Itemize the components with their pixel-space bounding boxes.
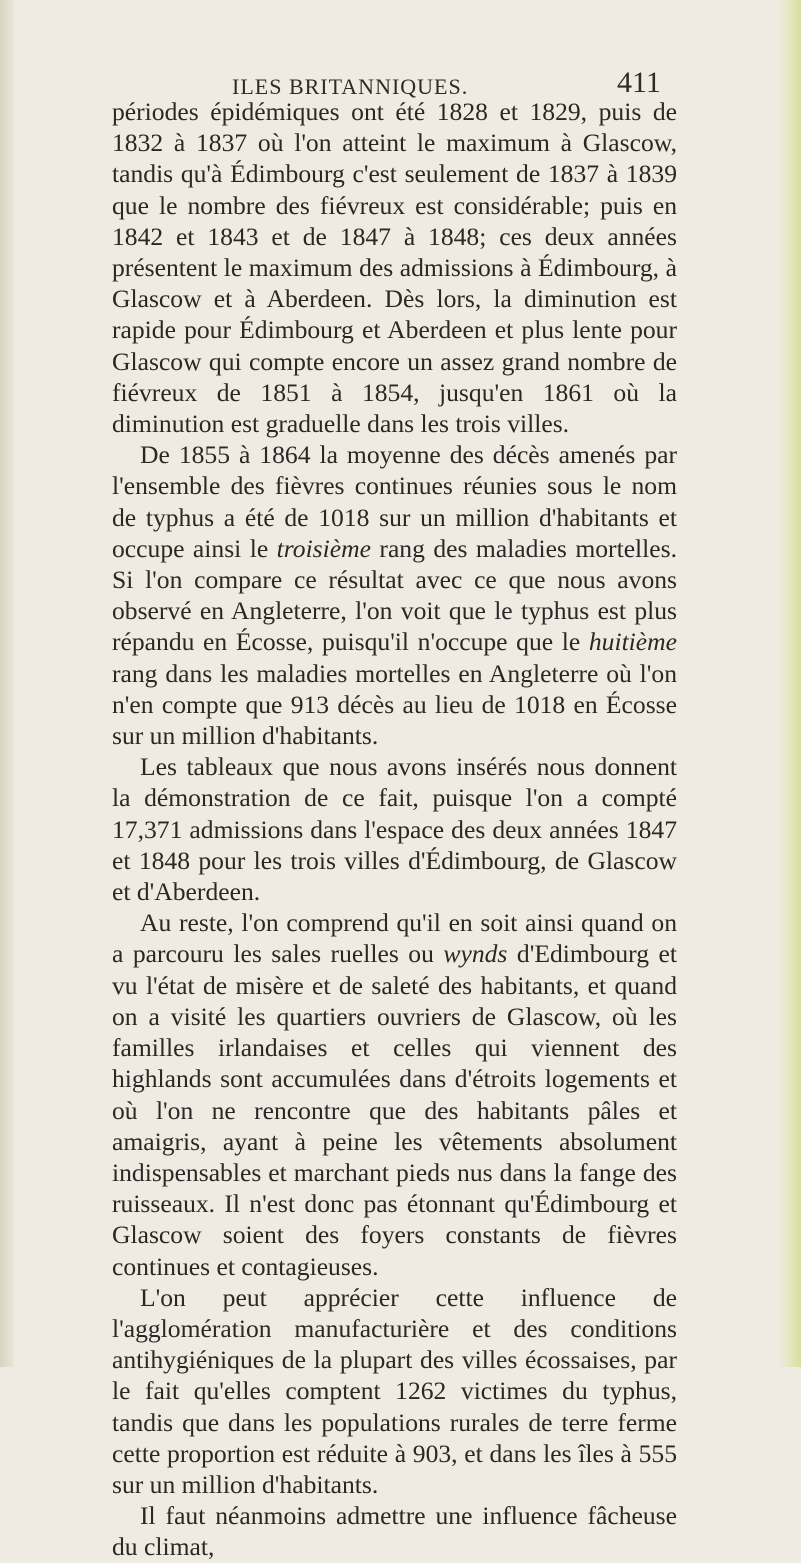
paragraph-2-part-2: rang des maladies mortelles. Si l'on compare ce résultat avec ce que nous avons observé en Angleterre, l'on voit que le typhus est plus répandu en Écosse, puisqu'il n'occupe que le [112,533,677,657]
body-text [112,96,677,1563]
paragraph-4-part-2: d'Edimbourg et vu l'état de misère et de saleté des habitants, et quand on a visité les quartiers ouvriers de Glascow, où les familles irlandaises et celles qui viennent des highlands sont accumulées dans d'étroits logements et où l'on ne rencontre que des habitants pâles et amaigris, ayant à peine les vêtements absolument indispensables et marchant pieds nus dans la fange des ruisseaux. Il n'est donc pas étonnant qu'Édimbourg et Glascow soient des foyers constants de fièvres continues et contagieuses. [112,939,677,1281]
paragraph-4-part-1: Au reste, l'on comprend qu'il en soit ainsi quand on a parcouru les sales ruelles ou [112,908,677,969]
page-number: 411 [617,66,661,99]
emphasis-wynds: wynds [443,939,508,969]
paragraph-4 [112,907,677,1281]
page-edge-right [779,0,801,1367]
paragraph-2-part-3: rang dans les maladies mortelles en Angleterre où l'on n'en compte que 913 décès au lieu de 1018 en Écosse sur un million d'habitants. [112,658,677,751]
page-edge-left [0,0,14,1367]
paragraph-5: L'on peut apprécier cette influence de l'agglomération manufacturière et des conditions antihygiéniques de la plupart des villes écossaises, par le fait qu'elles comptent 1262 victimes du typhus, tandis que dans les populations rurales de terre ferme cette proportion est réduite à 903, et dans les îles à 555 sur un million d'habitants. [112,1282,677,1499]
paragraph-2 [112,439,677,751]
paragraph-1: périodes épidémiques ont été 1828 et 1829, puis de 1832 à 1837 où l'on atteint le maximum à Glascow, tandis qu'à Édimbourg c'est seulement de 1837 à 1839 que le nombre des fiévreux est considérable; puis en 1842 et 1843 et de 1847 à 1848; ces deux années présentent le maximum des admissions à Édimbourg, à Glascow et à Aberdeen. Dès lors, la diminution est rapide pour Édimbourg et Aberdeen et plus lente pour Glascow qui compte encore un assez grand nombre de fiévreux de 1851 à 1854, jusqu'en 1861 où la diminution est graduelle dans les trois villes. [112,97,677,439]
paragraph-6: Il faut néanmoins admettre une influence fâcheuse du climat, [112,1501,677,1562]
emphasis-huitieme: huitième [588,627,677,657]
running-head: ILES BRITANNIQUES. [232,74,469,99]
paragraph-3: Les tableaux que nous avons insérés nous donnent la démonstration de ce fait, puisque l'on a compté 17,371 admissions dans l'espace des deux années 1847 et 1848 pour les trois villes d'Édimbourg, de Glascow et d'Aberdeen. [112,752,677,907]
paragraph-2-part-1: De 1855 à 1864 la moyenne des décès amenés par l'ensemble des fièvres continues réunies sous le nom de typhus a été de 1018 sur un million d'habitants et occupe ainsi le [112,440,677,563]
emphasis-troisieme: troisième [276,533,371,563]
